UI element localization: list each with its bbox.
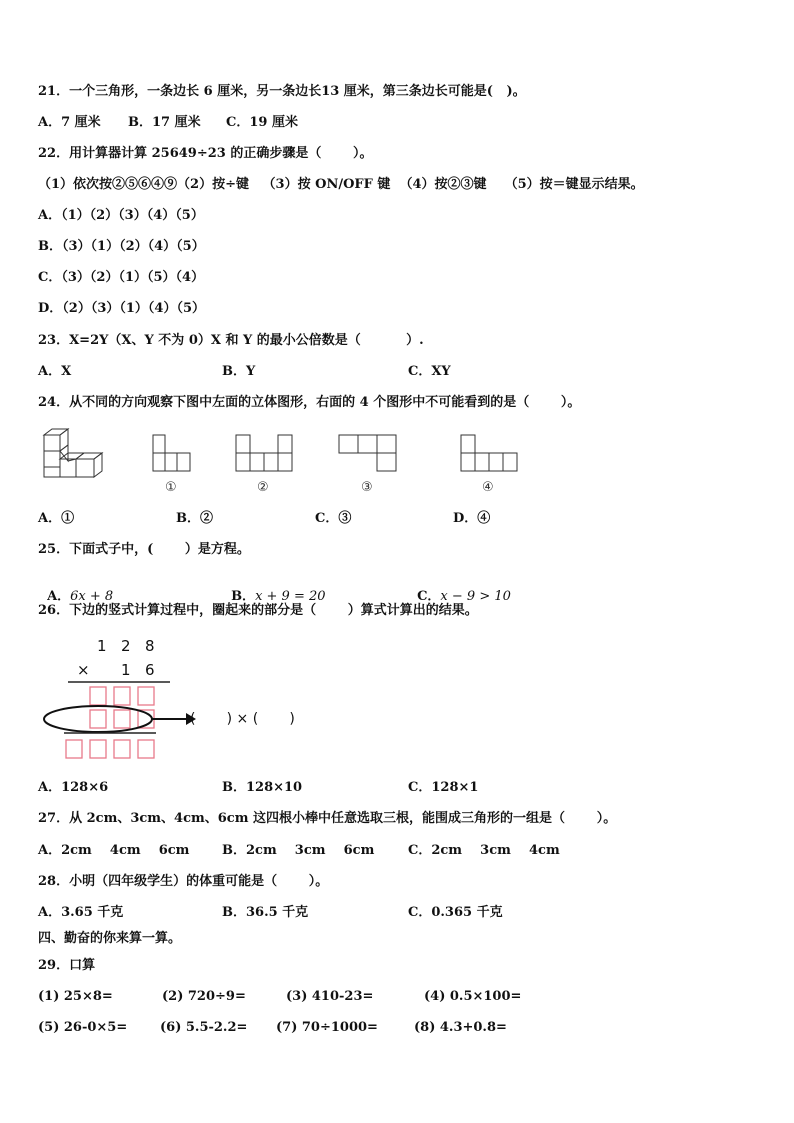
q24-view-4 (460, 434, 520, 472)
q25-option-c-letter: C． (417, 589, 441, 604)
q24-option-b: B．② (176, 511, 213, 526)
q29-item-2: (2) 720÷9= (162, 989, 246, 1004)
q27-option-c: C．2cm 3cm 4cm (408, 843, 560, 858)
q26-digit-r2-1: 1 (121, 661, 131, 679)
q24-label-3: ③ (361, 480, 373, 495)
section-4-heading: 四、勤奋的你来算一算。 (38, 931, 182, 946)
q29-item-6: (6) 5.5-2.2= (160, 1020, 248, 1035)
q26-digit-r2-2: 6 (145, 661, 155, 679)
q27-option-b: B．2cm 3cm 6cm (222, 843, 375, 858)
q24-solid-figure (40, 425, 110, 480)
q26-digit-r1-1: 1 (97, 637, 107, 655)
q28-option-a: A．3.65 千克 (38, 905, 124, 920)
q24-view-2 (235, 434, 295, 472)
q26-vertical-calc (40, 680, 200, 765)
q24-option-d: D．④ (453, 511, 491, 526)
q23-stem: 23．X=2Y（X、Y 不为 0）X 和 Y 的最小公倍数是（ ）. (38, 333, 424, 348)
q25-option-a-expr: 6x + 8 (70, 589, 114, 604)
q25-option-a (38, 573, 113, 605)
q22-stem: 22．用计算器计算 25649÷23 的正确步骤是（ ）。 (38, 146, 373, 161)
q22-option-c: C．（3）（2）（1）（5）（4） (38, 270, 205, 285)
q24-option-a: A．① (38, 511, 75, 526)
q28-option-c: C．0.365 千克 (408, 905, 503, 920)
q22-option-b: B．（3）（1）（2）（4）（5） (38, 239, 205, 254)
q24-label-2: ② (257, 480, 269, 495)
q26-multiply-sign: × (77, 661, 90, 679)
q25-option-c (408, 573, 511, 605)
q25-option-c-expr: x − 9 > 10 (440, 589, 511, 604)
q22-option-d: D．（2）（3）（1）（4）（5） (38, 301, 206, 316)
q24-view-3 (338, 434, 398, 472)
q25-option-a-letter: A． (47, 589, 71, 604)
q27-option-a: A．2cm 4cm 6cm (38, 843, 190, 858)
q29-item-3: (3) 410-23= (286, 989, 374, 1004)
q24-label-1: ① (165, 480, 177, 495)
q26-stem: 26．下边的竖式计算过程中，圈起来的部分是（ ）算式计算出的结果。 (38, 603, 478, 618)
q25-stem: 25．下面式子中，( ）是方程。 (38, 542, 250, 557)
q28-option-b: B．36.5 千克 (222, 905, 309, 920)
q28-stem: 28．小明（四年级学生）的体重可能是（ ）。 (38, 874, 329, 889)
q29-item-5: (5) 26-0×5= (38, 1020, 128, 1035)
q29-item-8: (8) 4.3+0.8= (414, 1020, 507, 1035)
q29-item-1: (1) 25×8= (38, 989, 113, 1004)
q24-view-1 (152, 434, 192, 472)
q24-stem: 24．从不同的方向观察下图中左面的立体图形，右面的 4 个图形中不可能看到的是（ ）。 (38, 395, 581, 410)
q23-option-a: A．X (38, 364, 72, 379)
q26-option-b: B．128×10 (222, 780, 303, 795)
q21-option-a: A．7 厘米 (38, 115, 101, 130)
q29-item-4: (4) 0.5×100= (424, 989, 522, 1004)
q25-option-b-expr: x + 9 = 20 (255, 589, 326, 604)
q21-option-b: B．17 厘米 (128, 115, 201, 130)
q26-arrow-blank: ( ) × ( ) (190, 711, 295, 727)
q26-digit-r1-2: 2 (121, 637, 131, 655)
q27-stem: 27．从 2cm、3cm、4cm、6cm 这四根小棒中任意选取三根，能围成三角形的一组是（ ）。 (38, 811, 617, 826)
q26-digit-r1-3: 8 (145, 637, 155, 655)
q24-label-4: ④ (482, 480, 494, 495)
q25-option-b-letter: B． (231, 589, 256, 604)
q22-option-a: A．（1）（2）（3）（4）（5） (38, 208, 204, 223)
q24-option-c: C．③ (315, 511, 352, 526)
q21-stem: 21．一个三角形，一条边长 6 厘米，另一条边长13 厘米，第三条边长可能是( )。 (38, 84, 526, 99)
q29-item-7: (7) 70÷1000= (276, 1020, 378, 1035)
q25-option-b (222, 573, 326, 605)
q26-option-c: C．128×1 (408, 780, 479, 795)
q26-option-a: A．128×6 (38, 780, 109, 795)
q29-stem: 29．口算 (38, 958, 96, 973)
q21-option-c: C．19 厘米 (226, 115, 298, 130)
q23-option-c: C．XY (408, 364, 451, 379)
q22-steps: （1）依次按②⑤⑥④⑨（2）按÷键 （3）按 ON/OFF 键 （4）按②③键 （5）按＝键显示结果。 (38, 177, 644, 192)
q23-option-b: B．Y (222, 364, 256, 379)
